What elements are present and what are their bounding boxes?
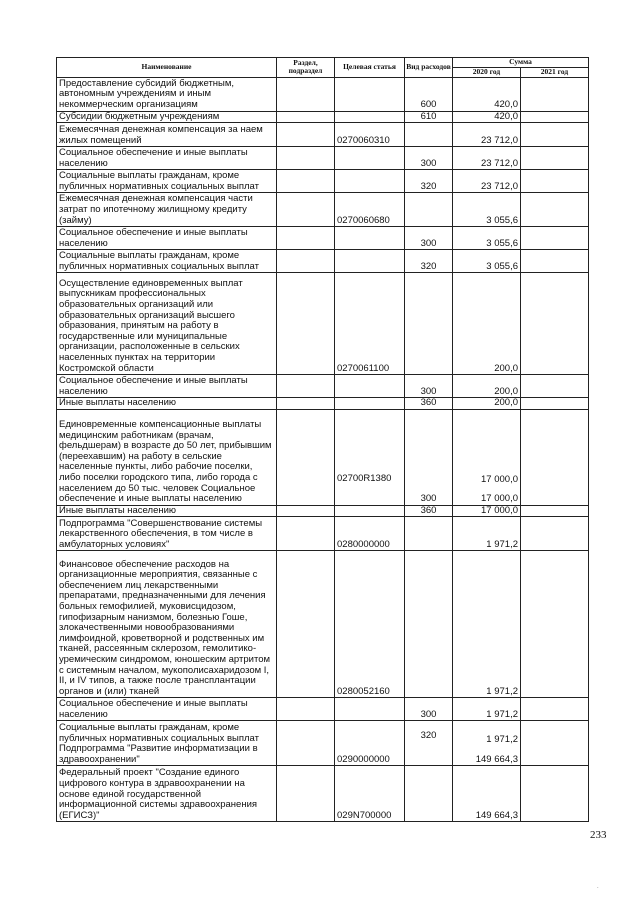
row-section xyxy=(277,551,335,698)
row-2020-group xyxy=(453,409,521,505)
table-row xyxy=(57,227,589,250)
row-2020-b: 17 000,0 xyxy=(481,493,518,505)
row-2020-a: 1 971,2 xyxy=(486,734,518,746)
table-row xyxy=(57,517,589,551)
row-2020: 17 000,0 xyxy=(453,505,521,517)
table-row xyxy=(57,193,589,227)
row-name: Федеральный проект "Создание единого цифрового контура в здравоохранении на основе единой государственной информационной системы здравоохранения (ЕГИСЗ)" xyxy=(57,766,277,822)
table-row xyxy=(57,551,589,698)
row-name: Ежемесячная денежная компенсация части затрат по ипотечному жилищному кредиту (займу) xyxy=(57,193,277,227)
row-section xyxy=(277,505,335,517)
header-target: Целевая статья xyxy=(335,58,405,78)
row-2020: 3 055,6 xyxy=(453,227,521,250)
row-2021 xyxy=(521,77,589,111)
row-name: Социальные выплаты гражданам, кроме публичных нормативных социальных выплат xyxy=(57,170,277,193)
table-row xyxy=(57,273,589,375)
row-target: 0290000000 xyxy=(335,721,405,766)
row-type: 320 xyxy=(405,170,453,193)
row-name: Иные выплаты населению xyxy=(57,505,277,517)
row-type: 320 xyxy=(405,721,453,766)
row-name: Социальное обеспечение и иные выплаты населению xyxy=(57,227,277,250)
table-row xyxy=(57,409,589,505)
row-type: 600 xyxy=(405,77,453,111)
row-name: Единовременные компенсационные выплаты медицинским работникам (врачам, фельдшерам) в возрасте до 50 лет, прибывшим (переехавшим) на работу в сельские населенные пункты, либо рабочие поселки, либо поселки городского типа, либо города с населением до 50 тыс. человек Социальное обеспечение и иные выплаты населению xyxy=(57,409,277,505)
row-target xyxy=(335,170,405,193)
row-2021 xyxy=(521,170,589,193)
row-2020-group xyxy=(453,721,521,766)
row-2021 xyxy=(521,273,589,375)
table-row xyxy=(57,721,589,766)
row-section xyxy=(277,698,335,721)
row-2021 xyxy=(521,505,589,517)
row-name: Социальное обеспечение и иные выплаты населению xyxy=(57,375,277,398)
row-type: 360 xyxy=(405,505,453,517)
row-2020: 3 055,6 xyxy=(453,250,521,273)
table-row xyxy=(57,123,589,147)
row-2020: 200,0 xyxy=(453,398,521,410)
row-target xyxy=(335,505,405,517)
row-section xyxy=(277,375,335,398)
row-name: Осуществление единовременных выплат выпускникам профессиональных образовательных организаций или образовательных организаций высшего образования, принятым на работу в государственные или муниципальные организации, расположенные в сельских населенных пунктах на территории Костромской области xyxy=(57,273,277,375)
row-2021 xyxy=(521,123,589,147)
row-2020-b: 149 664,3 xyxy=(475,753,518,765)
row-target: 0280052160 xyxy=(335,551,405,698)
header-year-2020: 2020 год xyxy=(453,68,521,78)
row-2021 xyxy=(521,721,589,766)
row-type: 300 xyxy=(405,375,453,398)
row-type: 300 xyxy=(405,227,453,250)
row-2020: 1 971,2 xyxy=(453,517,521,551)
row-2021 xyxy=(521,409,589,505)
row-name: Ежемесячная денежная компенсация за наем жилых помещений xyxy=(57,123,277,147)
row-type: 320 xyxy=(405,250,453,273)
row-2020: 420,0 xyxy=(453,77,521,111)
row-section xyxy=(277,147,335,170)
row-target: 029N700000 xyxy=(335,766,405,822)
row-name: Социальное обеспечение и иные выплаты населению xyxy=(57,698,277,721)
row-2020: 200,0 xyxy=(453,375,521,398)
row-name: Подпрограмма "Совершенствование системы лекарственного обеспечения, в том числе в амбулаторных условиях" xyxy=(57,517,277,551)
table-row xyxy=(57,111,589,123)
row-type: 300 xyxy=(405,409,453,505)
header-sum: Сумма xyxy=(453,58,589,68)
header-name: Наименование xyxy=(57,58,277,78)
table-row xyxy=(57,375,589,398)
row-name: Субсидии бюджетным учреждениям xyxy=(57,111,277,123)
row-2021 xyxy=(521,375,589,398)
row-2021 xyxy=(521,698,589,721)
row-target xyxy=(335,227,405,250)
row-2021 xyxy=(521,227,589,250)
header-year-2021: 2021 год xyxy=(521,68,589,78)
row-type xyxy=(405,551,453,698)
row-type xyxy=(405,517,453,551)
row-2020-a: 17 000,0 xyxy=(481,473,518,485)
row-target xyxy=(335,77,405,111)
row-2020: 1 971,2 xyxy=(453,698,521,721)
row-2020: 420,0 xyxy=(453,111,521,123)
row-name: Финансовое обеспечение расходов на организационные мероприятия, связанные с обеспечением лиц лекарственными препаратами, предназначенными для лечения больных гемофилией, муковисцидозом, гипофизарным нанизмом, болезнью Гоше, злокачественными новообразованиями лимфоидной, кроветворной и родственных им тканей, рассеянным склерозом, гемолитико-уремическим синдромом, юношеским артритом с системным началом, мукополисахаридозом I, II, и IV типов, а также после трансплантации органов и (или) тканей xyxy=(57,551,277,698)
row-type: 360 xyxy=(405,398,453,410)
row-type: 610 xyxy=(405,111,453,123)
budget-table xyxy=(56,57,589,822)
table-row xyxy=(57,147,589,170)
row-name: Предоставление субсидий бюджетным, автономным учреждениям и иным некоммерческим организациям xyxy=(57,77,277,111)
row-name: Иные выплаты населению xyxy=(57,398,277,410)
row-section xyxy=(277,77,335,111)
table-row xyxy=(57,766,589,822)
row-section xyxy=(277,517,335,551)
corner-mark: . xyxy=(597,884,599,890)
row-section xyxy=(277,273,335,375)
table-row xyxy=(57,170,589,193)
header-type: Вид расходов xyxy=(405,58,453,78)
row-section xyxy=(277,193,335,227)
row-section xyxy=(277,111,335,123)
row-section xyxy=(277,170,335,193)
row-2021 xyxy=(521,250,589,273)
header-section: Раздел, подраздел xyxy=(277,58,335,78)
row-2020: 149 664,3 xyxy=(453,766,521,822)
row-type: 300 xyxy=(405,147,453,170)
row-type: 300 xyxy=(405,698,453,721)
row-2021 xyxy=(521,398,589,410)
row-type xyxy=(405,766,453,822)
table-row xyxy=(57,698,589,721)
row-name: Социальные выплаты гражданам, кроме публичных нормативных социальных выплат Подпрограмма "Развитие информатизации в здравоохранении" xyxy=(57,721,277,766)
row-2021 xyxy=(521,147,589,170)
row-section xyxy=(277,721,335,766)
row-2020: 23 712,0 xyxy=(453,123,521,147)
row-target xyxy=(335,375,405,398)
page-number: 233 xyxy=(590,829,607,841)
row-2020: 1 971,2 xyxy=(453,551,521,698)
row-2021 xyxy=(521,517,589,551)
row-2021 xyxy=(521,193,589,227)
row-target xyxy=(335,147,405,170)
row-name: Социальные выплаты гражданам, кроме публичных нормативных социальных выплат xyxy=(57,250,277,273)
table-row xyxy=(57,505,589,517)
row-section xyxy=(277,227,335,250)
table-row xyxy=(57,398,589,410)
row-2021 xyxy=(521,766,589,822)
row-target: 0270061100 xyxy=(335,273,405,375)
row-target: 02700R1380 xyxy=(335,409,405,505)
row-section xyxy=(277,409,335,505)
row-2020: 200,0 xyxy=(453,273,521,375)
row-target xyxy=(335,250,405,273)
row-target xyxy=(335,398,405,410)
table-row xyxy=(57,250,589,273)
row-2020: 23 712,0 xyxy=(453,170,521,193)
row-2021 xyxy=(521,111,589,123)
row-type xyxy=(405,193,453,227)
row-target: 0270060310 xyxy=(335,123,405,147)
row-section xyxy=(277,123,335,147)
row-target xyxy=(335,698,405,721)
row-2020: 23 712,0 xyxy=(453,147,521,170)
row-type xyxy=(405,273,453,375)
row-section xyxy=(277,250,335,273)
row-section xyxy=(277,766,335,822)
row-name: Социальное обеспечение и иные выплаты населению xyxy=(57,147,277,170)
row-target: 0270060680 xyxy=(335,193,405,227)
row-section xyxy=(277,398,335,410)
row-target: 0280000000 xyxy=(335,517,405,551)
row-target xyxy=(335,111,405,123)
row-2021 xyxy=(521,551,589,698)
table-row xyxy=(57,77,589,111)
row-type xyxy=(405,123,453,147)
row-2020: 3 055,6 xyxy=(453,193,521,227)
